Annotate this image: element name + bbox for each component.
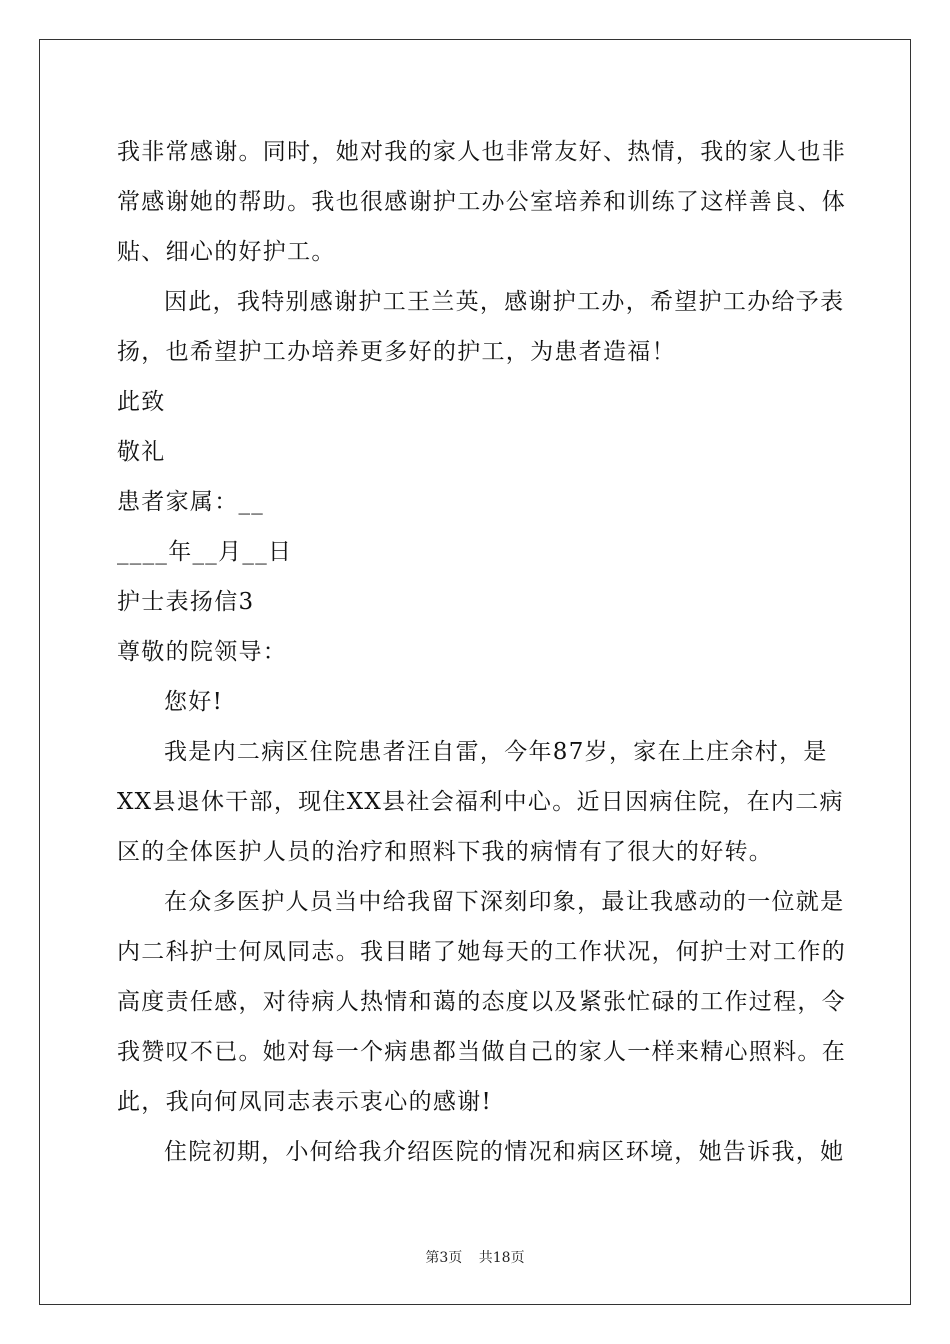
page-total: 共18页 (478, 1250, 525, 1266)
text-line: 您好! (164, 689, 224, 715)
text-line: 我赞叹不已。她对每一个病患都当做自己的家人一样来精心照料。在 (117, 1039, 846, 1065)
text-line: 因此，我特别感谢护工王兰英，感谢护工办，希望护工办给予表 (164, 289, 845, 315)
text-line: 此致 (117, 389, 166, 415)
text-line: 敬礼 (117, 439, 166, 465)
document-body (117, 127, 846, 1177)
text-line: 尊敬的院领导： (117, 639, 288, 665)
text-line: 我非常感谢。同时，她对我的家人也非常友好、热情，我的家人也非 (117, 139, 846, 165)
text-line: 护士表扬信3 (117, 589, 255, 615)
text-line: 区的全体医护人员的治疗和照料下我的病情有了很大的好转。 (117, 839, 774, 865)
text-line: XX县退休干部，现住XX县社会福利中心。近日因病住院，在内二病 (117, 789, 844, 815)
page-number: 第3页 (425, 1250, 463, 1266)
page-footer (0, 1247, 950, 1267)
text-line: 贴、细心的好护工。 (117, 239, 336, 265)
text-line: 内二科护士何凤同志。我目睹了她每天的工作状况，何护士对工作的 (117, 939, 846, 965)
text-line: 患者家属：__ (117, 489, 265, 515)
text-line: 高度责任感，对待病人热情和蔼的态度以及紧张忙碌的工作过程，令 (117, 989, 846, 1015)
text-line: 扬，也希望护工办培养更多好的护工，为患者造福！ (117, 339, 676, 365)
text-line: 常感谢她的帮助。我也很感谢护工办公室培养和训练了这样善良、体 (117, 189, 846, 215)
text-line: 此，我向何凤同志表示衷心的感谢! (117, 1089, 493, 1115)
text-line: ____年__月__日 (117, 539, 293, 565)
text-line: 住院初期，小何给我介绍医院的情况和病区环境，她告诉我，她 (164, 1139, 845, 1165)
text-line: 在众多医护人员当中给我留下深刻印象，最让我感动的一位就是 (164, 889, 845, 915)
text-line: 我是内二病区住院患者汪自雷，今年87岁，家在上庄余村，是 (164, 739, 828, 765)
